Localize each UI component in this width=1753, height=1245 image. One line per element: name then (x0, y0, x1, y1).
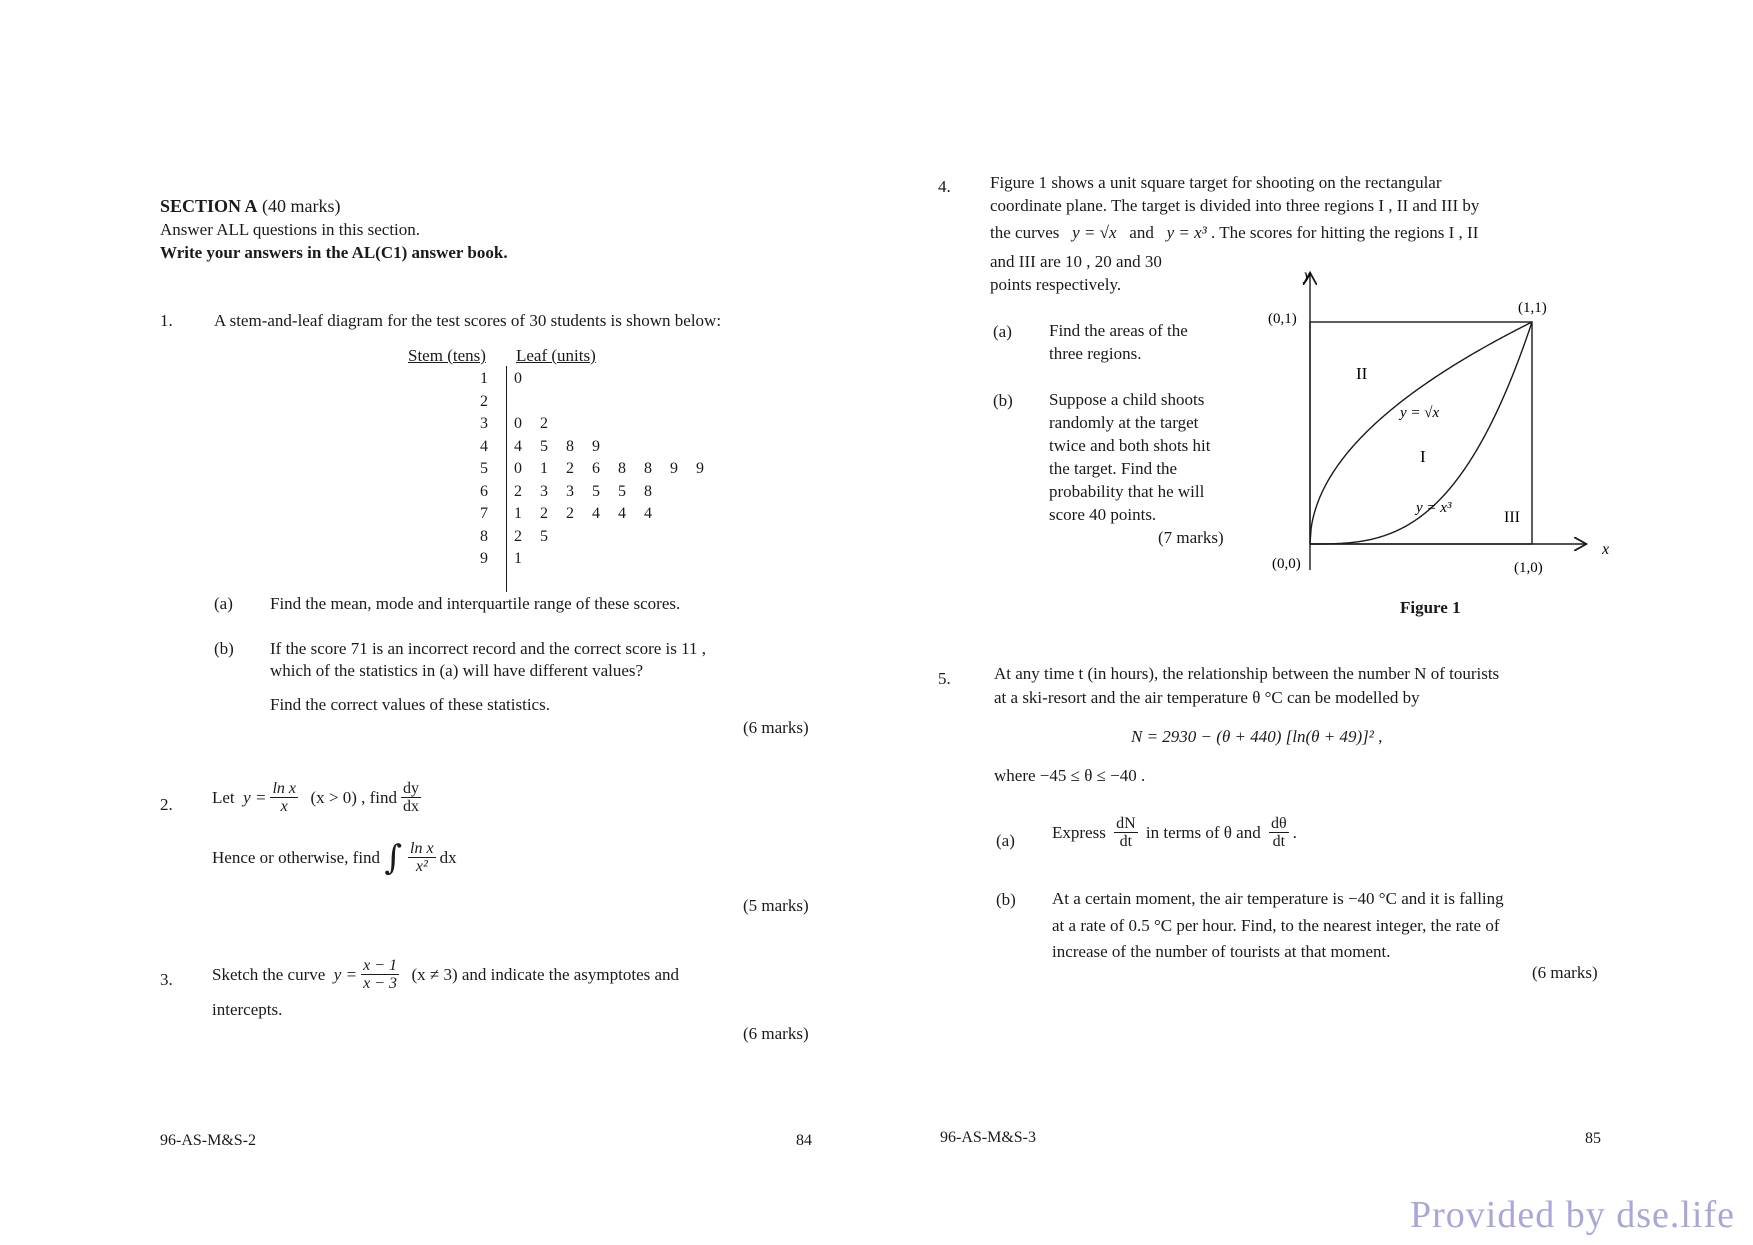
q2-integrand (408, 840, 436, 875)
q5-formula: N = 2930 − (θ + 440) [ln(θ + 49)]² , (1131, 727, 1383, 746)
dtheta-den: dt (1272, 833, 1286, 850)
stem: 2 (480, 392, 488, 410)
q3-statement (212, 957, 679, 992)
region-label-iii: III (1504, 509, 1520, 526)
q4-curve-sqrt: y = √x (1072, 223, 1117, 242)
q1b-text-3: Find the correct values of these statistics. (270, 695, 550, 714)
q5a-dn-dt (1114, 815, 1138, 850)
q4b-line: score 40 points. (1049, 505, 1157, 524)
q2-d-den: dx (403, 798, 420, 815)
stem-leaf-diagram (408, 368, 711, 598)
leaf: 1 2 2 4 4 4 (514, 505, 659, 522)
region-label-i: I (1420, 447, 1426, 466)
q5a-middle: in terms of θ and (1145, 823, 1261, 842)
region-label-ii: II (1356, 364, 1368, 383)
q4a-text-1: Find the areas of the (1049, 321, 1188, 340)
q4-line-2: coordinate plane. The target is divided into three regions I , II and III by (990, 196, 1480, 215)
stem: 4 (480, 437, 488, 455)
q1b-label: (b) (214, 639, 234, 658)
stem: 3 (480, 415, 488, 432)
leaf: 2 5 (514, 527, 555, 545)
q4-line-3-a: the curves (990, 223, 1060, 242)
q4-line-5: points respectively. (990, 275, 1122, 294)
instruction-2: Write your answers in the AL(C1) answer book. (160, 243, 508, 262)
leaf: 0 2 (514, 415, 555, 432)
q3-number: 3. (160, 970, 173, 989)
sqrt-curve-label: y = √x (1400, 405, 1440, 421)
section-marks: (40 marks) (262, 196, 341, 216)
q2-dx: dx (439, 848, 457, 867)
leaf-header: Leaf (units) (516, 346, 596, 365)
q2-hence-text: Hence or otherwise, find (212, 848, 381, 867)
q1-number: 1. (160, 311, 173, 330)
q5a-end: . (1292, 823, 1297, 842)
q3-text-a: Sketch the curve (212, 965, 326, 984)
q4-number: 4. (938, 177, 951, 196)
q1b-text-2: which of the statistics in (a) will have different values? (270, 661, 644, 680)
integral-sign: ∫ (384, 837, 403, 878)
q2-let: Let (212, 788, 235, 807)
q5a-statement (1052, 815, 1297, 850)
watermark: Provided by dse.life (1410, 1194, 1736, 1236)
leaf: 0 (514, 370, 529, 387)
q4a-label: (a) (993, 322, 1012, 341)
q3-frac-den: x − 3 (363, 975, 397, 992)
dtheta-num: dθ (1270, 815, 1287, 832)
stem-leaf-divider (506, 366, 507, 592)
q4-line-3 (990, 222, 1478, 243)
q4b-line: probability that he will (1049, 482, 1205, 501)
right-footer-code: 96-AS-M&S-3 (940, 1129, 1037, 1146)
point-1-0: (1,0) (1514, 560, 1543, 576)
y-axis-label: y (1304, 267, 1312, 284)
leaf: 1 (514, 550, 529, 567)
point-0-0: (0,0) (1272, 556, 1301, 572)
right-page-number: 85 (1585, 1130, 1601, 1147)
q4-line-3-c: . The scores for hitting the regions I , II (1211, 223, 1479, 242)
stem: 7 (480, 505, 488, 522)
q4b-label: (b) (993, 391, 1013, 410)
stem: 9 (480, 550, 488, 567)
q2-number: 2. (160, 795, 173, 814)
q2-marks: (5 marks) (743, 896, 809, 915)
q5b-label: (b) (996, 890, 1016, 909)
stem: 1 (480, 370, 488, 387)
stem: 8 (480, 527, 488, 545)
leaf: 4 5 8 9 (514, 437, 607, 455)
q5-line-2: at a ski-resort and the air temperature θ °C can be modelled by (994, 688, 1420, 707)
q1-marks: (6 marks) (743, 718, 809, 737)
q1a-text: Find the mean, mode and interquartile range of these scores. (270, 594, 681, 613)
q3-text-c: intercepts. (212, 1000, 283, 1019)
q1a-label: (a) (214, 594, 233, 613)
stem-header: Stem (tens) (408, 346, 486, 365)
q2-frac-num: ln x (272, 780, 296, 797)
q5-line-1: At any time t (in hours), the relationship between the number N of tourists (994, 664, 1500, 683)
q4a-text-2: three regions. (1049, 344, 1142, 363)
q3-fraction (361, 957, 399, 992)
q2-frac-den: x (280, 798, 288, 815)
q3-frac-num: x − 1 (363, 957, 397, 974)
leaf: 0 1 2 6 8 8 9 9 (514, 460, 711, 477)
q2-y-eq: y = (243, 788, 267, 807)
q5a-dtheta-dt (1269, 815, 1289, 850)
q5a-express: Express (1052, 823, 1106, 842)
q2-hence (212, 837, 457, 878)
q1b-text-1: If the score 71 is an incorrect record and the correct score is 11 , (270, 639, 706, 658)
point-1-1: (1,1) (1518, 300, 1547, 316)
q3-marks: (6 marks) (743, 1024, 809, 1043)
stem: 5 (480, 460, 488, 477)
figure-caption: Figure 1 (1400, 598, 1461, 617)
q4-curve-cube: y = x³ (1166, 223, 1207, 242)
cube-curve-label: y = x³ (1416, 500, 1452, 516)
figure-1 (1260, 262, 1620, 582)
section-title: SECTION A (160, 196, 258, 216)
q2-int-num: ln x (410, 840, 434, 857)
q5a-label: (a) (996, 831, 1015, 850)
q4-marks: (7 marks) (1158, 528, 1224, 547)
q5b-line-1: At a certain moment, the air temperature is −40 °C and it is falling (1052, 889, 1504, 908)
q5b-line-2: at a rate of 0.5 °C per hour. Find, to the nearest integer, the rate of (1052, 916, 1500, 935)
q2-int-den: x² (415, 858, 428, 875)
q1-text: A stem-and-leaf diagram for the test scores of 30 students is shown below: (214, 311, 722, 330)
q5-where: where −45 ≤ θ ≤ −40 . (994, 766, 1146, 785)
q2-derivative (401, 780, 421, 815)
q4-line-4: and III are 10 , 20 and 30 (990, 252, 1162, 271)
left-page-number: 84 (796, 1132, 812, 1149)
q5b-line-3: increase of the number of tourists at that moment. (1052, 942, 1391, 961)
leaf: 2 3 3 5 5 8 (514, 482, 659, 500)
q4b-line: twice and both shots hit (1049, 436, 1211, 455)
stem: 6 (480, 482, 488, 500)
dn-den: dt (1119, 833, 1133, 850)
x-axis-label: x (1602, 541, 1610, 558)
left-footer-code: 96-AS-M&S-2 (160, 1132, 257, 1149)
q5-number: 5. (938, 669, 951, 688)
q3-y-eq: y = (333, 965, 358, 984)
dn-num: dN (1116, 815, 1136, 832)
q4-line-1: Figure 1 shows a unit square target for shooting on the rectangular (990, 173, 1442, 192)
q4b-line: Suppose a child shoots (1049, 390, 1205, 409)
section-heading (160, 195, 341, 217)
q4b-line: the target. Find the (1049, 459, 1178, 478)
q4b-line: randomly at the target (1049, 413, 1199, 432)
q3-text-b: (x ≠ 3) and indicate the asymptotes and (411, 965, 680, 984)
q4-line-3-b: and (1129, 223, 1154, 242)
q2-statement (212, 780, 425, 815)
q2-fraction (270, 780, 298, 815)
point-0-1: (0,1) (1268, 311, 1297, 327)
q5-marks: (6 marks) (1532, 963, 1598, 982)
q2-d-num: dy (403, 780, 420, 797)
q2-condition: (x > 0) , find (310, 788, 398, 807)
instruction-1: Answer ALL questions in this section. (160, 220, 421, 239)
